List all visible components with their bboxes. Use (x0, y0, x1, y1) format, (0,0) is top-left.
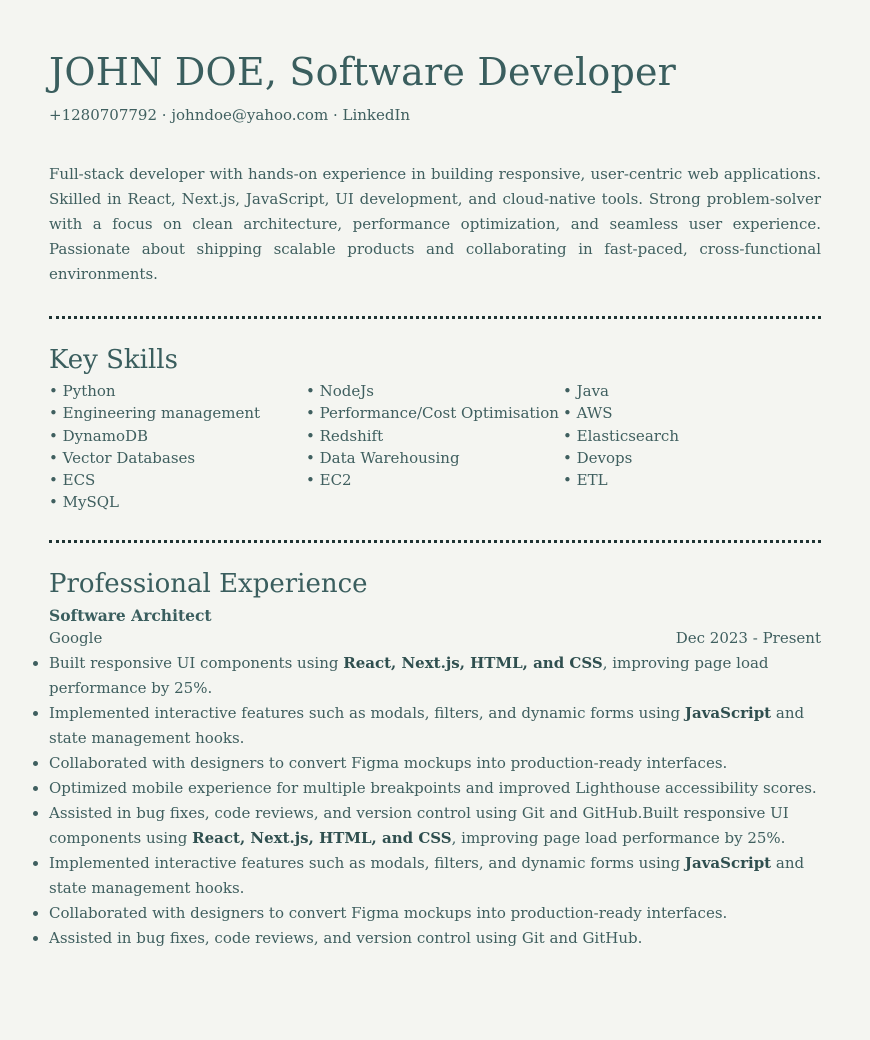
bullet-text: Optimized mobile experience for multiple breakpoints and improved Lighthouse accessibility scores. (49, 778, 817, 797)
skill-item: • DynamoDB (49, 425, 306, 447)
bullet-text: Implemented interactive features such as modals, filters, and dynamic forms using (49, 703, 685, 722)
job-bullet (49, 926, 821, 951)
contact-separator: · (161, 106, 167, 124)
contact-line (49, 106, 821, 124)
skill-item: • Engineering management (49, 402, 306, 424)
skill-item: • ECS (49, 469, 306, 491)
skill-item: • Elasticsearch (563, 425, 820, 447)
job-bullet (49, 901, 821, 926)
bullet-text: , improving page load performance by 25%. (451, 828, 786, 847)
bullet-text: Implemented interactive features such as modals, filters, and dynamic forms using (49, 853, 685, 872)
skill-item: • Data Warehousing (306, 447, 563, 469)
bullet-text: Assisted in bug fixes, code reviews, and version control using Git and GitHub.Built responsive UI components using (49, 803, 789, 847)
job-bullet (49, 776, 821, 801)
linkedin-link[interactable]: LinkedIn (342, 106, 411, 124)
job-bullet (49, 851, 821, 901)
job-entry (49, 605, 821, 951)
skill-item: • NodeJs (306, 380, 563, 402)
bullet-emphasis: JavaScript (684, 853, 772, 872)
bullet-text: Assisted in bug fixes, code reviews, and version control using Git and GitHub. (49, 928, 643, 947)
bullet-text: Collaborated with designers to convert Figma mockups into production-ready interfaces. (49, 903, 728, 922)
skills-list (49, 380, 821, 514)
job-bullet (49, 801, 821, 851)
job-role: Software Architect (49, 605, 212, 625)
job-meta (49, 627, 821, 649)
job-dates: Dec 2023 - Present (675, 628, 821, 647)
job-bullet (49, 701, 821, 751)
job-bullet (49, 651, 821, 701)
skill-item: • EC2 (306, 469, 563, 491)
bullet-text: and state management hooks. (49, 853, 805, 897)
skill-item: • Python (49, 380, 306, 402)
job-company: Google (49, 628, 103, 647)
skill-item: • MySQL (49, 491, 306, 513)
skill-item: • Devops (563, 447, 820, 469)
section-divider (49, 540, 821, 543)
skill-item: • Performance/Cost Optimisation (306, 402, 563, 424)
skill-item: • Vector Databases (49, 447, 306, 469)
skill-item: • Redshift (306, 425, 563, 447)
job-bullet (49, 751, 821, 776)
contact-separator: · (332, 106, 338, 124)
bullet-emphasis: JavaScript (684, 703, 772, 722)
experience-section-title: Professional Experience (49, 568, 368, 599)
summary-paragraph: Full-stack developer with hands-on experience in building responsive, user-centric web applications. Skilled in React, Next.js, JavaScript, UI development, and cloud-native tools. Strong problem-solver with a focus on clean architecture, performance optimization, and seamless user experience. Passionate about shipping scalable products and collaborating in fast-paced, cross-functional environments. (49, 165, 821, 283)
skills-section-title: Key Skills (49, 345, 178, 375)
bullet-emphasis: React, Next.js, HTML, and CSS (192, 828, 452, 847)
bullet-emphasis: React, Next.js, HTML, and CSS (343, 653, 603, 672)
bullet-text: Built responsive UI components using (49, 653, 344, 672)
bullet-text: Collaborated with designers to convert Figma mockups into production-ready interfaces. (49, 753, 728, 772)
bullet-text: and state management hooks. (49, 703, 805, 747)
skill-item: • ETL (563, 469, 820, 491)
resume-name-title: JOHN DOE, Software Developer (49, 50, 677, 94)
skill-item: • Java (563, 380, 820, 402)
phone-number: +1280707792 (49, 106, 158, 124)
email-address: johndoe@yahoo.com (171, 106, 329, 124)
section-divider (49, 316, 821, 319)
bullet-text: , improving page load performance by 25%. (49, 653, 769, 697)
skill-item: • AWS (563, 402, 820, 424)
job-bullet-list (49, 651, 821, 951)
